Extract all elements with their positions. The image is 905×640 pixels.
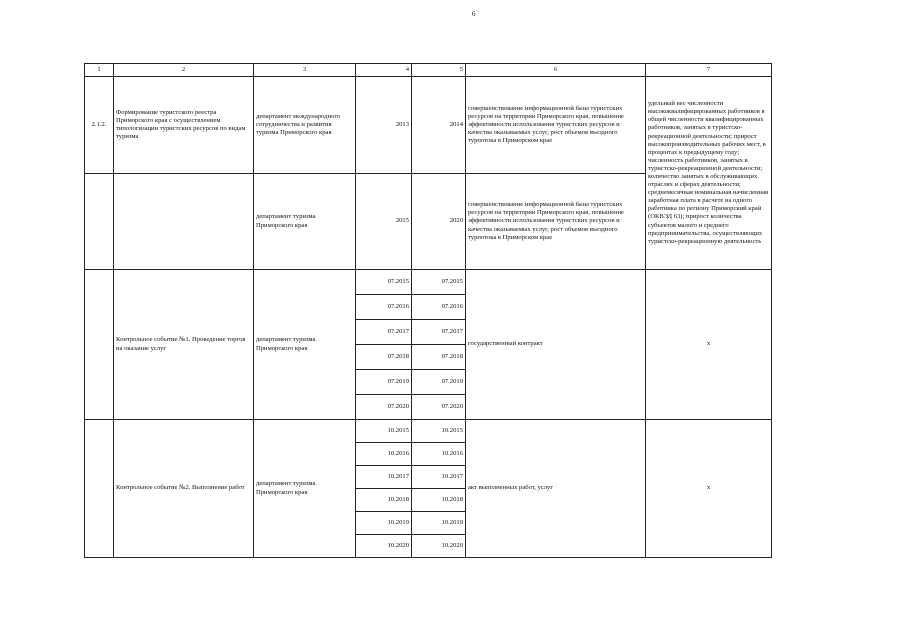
responsible-dept: департамент туризма Приморского края [254,270,356,420]
header-cell: 4 [356,64,412,77]
end-date: 10.2018 [412,489,466,512]
event-name: Контрольное событие №1. Проведение торгов на оказание услуг [114,270,254,420]
end-date: 10.2020 [412,535,466,558]
expected-result: совершенствование информационной базы туристских ресурсов на территории Приморского края, повышение эффективности использования туристских ресурсов и качества оказываемых услуг, рост объемов въездного турпотока в Приморском крае [466,174,646,270]
start-date: 10.2017 [356,466,412,489]
start-date: 10.2018 [356,489,412,512]
responsible-dept: департамент туризма Приморского края [254,174,356,270]
event-indicator: x [646,420,772,558]
start-year: 2013 [356,77,412,174]
end-year: 2014 [412,77,466,174]
end-date: 10.2015 [412,420,466,443]
empty-cell [85,174,114,270]
header-cell: 2 [114,64,254,77]
start-date: 07.2016 [356,295,412,320]
end-date: 10.2016 [412,443,466,466]
end-year: 2020 [412,174,466,270]
header-cell: 5 [412,64,466,77]
responsible-dept: департамент туризма Приморского края [254,420,356,558]
header-cell: 3 [254,64,356,77]
end-date: 07.2017 [412,320,466,345]
expected-result: совершенствование информационной базы туристских ресурсов на территории Приморского края, повышение эффективности использования туристских ресурсов и качества оказываемых услуг, рост объемов въездного турпотока в Приморском крае [466,77,646,174]
activity-name: Формирование туристского реестра Приморского края с осуществлением типологизации туристских ресурсов по видам туризма [114,77,254,174]
end-date: 07.2019 [412,370,466,395]
start-date: 07.2020 [356,395,412,420]
empty-cell [85,270,114,420]
table-row [85,77,772,174]
empty-cell [114,174,254,270]
row-number: 2.1.2. [85,77,114,174]
event-name: Контрольное событие №2. Выполнение работ [114,420,254,558]
header-row [85,64,772,77]
start-year: 2015 [356,174,412,270]
start-date: 10.2020 [356,535,412,558]
end-date: 07.2016 [412,295,466,320]
start-date: 07.2015 [356,270,412,295]
event-result: государственный контракт [466,270,646,420]
end-date: 10.2017 [412,466,466,489]
event-result: акт выполненных работ, услуг [466,420,646,558]
start-date: 10.2015 [356,420,412,443]
start-date: 07.2019 [356,370,412,395]
event-indicator: x [646,270,772,420]
empty-cell [85,420,114,558]
end-date: 07.2018 [412,345,466,370]
start-date: 10.2016 [356,443,412,466]
start-date: 07.2018 [356,345,412,370]
end-date: 07.2015 [412,270,466,295]
plan-table [84,63,772,558]
indicators-cell: удельный вес численности высококвалифицированных работников в общей численности квалифицированных работников, занятых в туристско-рекреационной деятельности; прирост высокопроизводительных рабочих мест, в процентах к предыдущему году; численность работников, занятых в туристско-рекреационной деятельности; количество занятых в обслуживающих отраслях и сферах деятельности; среднемесячная номинальная начисленная заработная плата в расчете на одного работника по региону Приморский край (ОКВЭД 63); прирост количества субъектов малого и среднего предпринимательства, осуществляющих туристско-рекреационную деятельность [646,77,772,270]
header-cell: 6 [466,64,646,77]
header-cell: 1 [85,64,114,77]
page-number: 6 [472,10,476,18]
header-cell: 7 [646,64,772,77]
start-date: 10.2019 [356,512,412,535]
table-row [85,270,772,295]
start-date: 07.2017 [356,320,412,345]
table-row [85,420,772,443]
responsible-dept: департамент международного сотрудничества и развития туризма Приморского края [254,77,356,174]
end-date: 10.2019 [412,512,466,535]
end-date: 07.2020 [412,395,466,420]
